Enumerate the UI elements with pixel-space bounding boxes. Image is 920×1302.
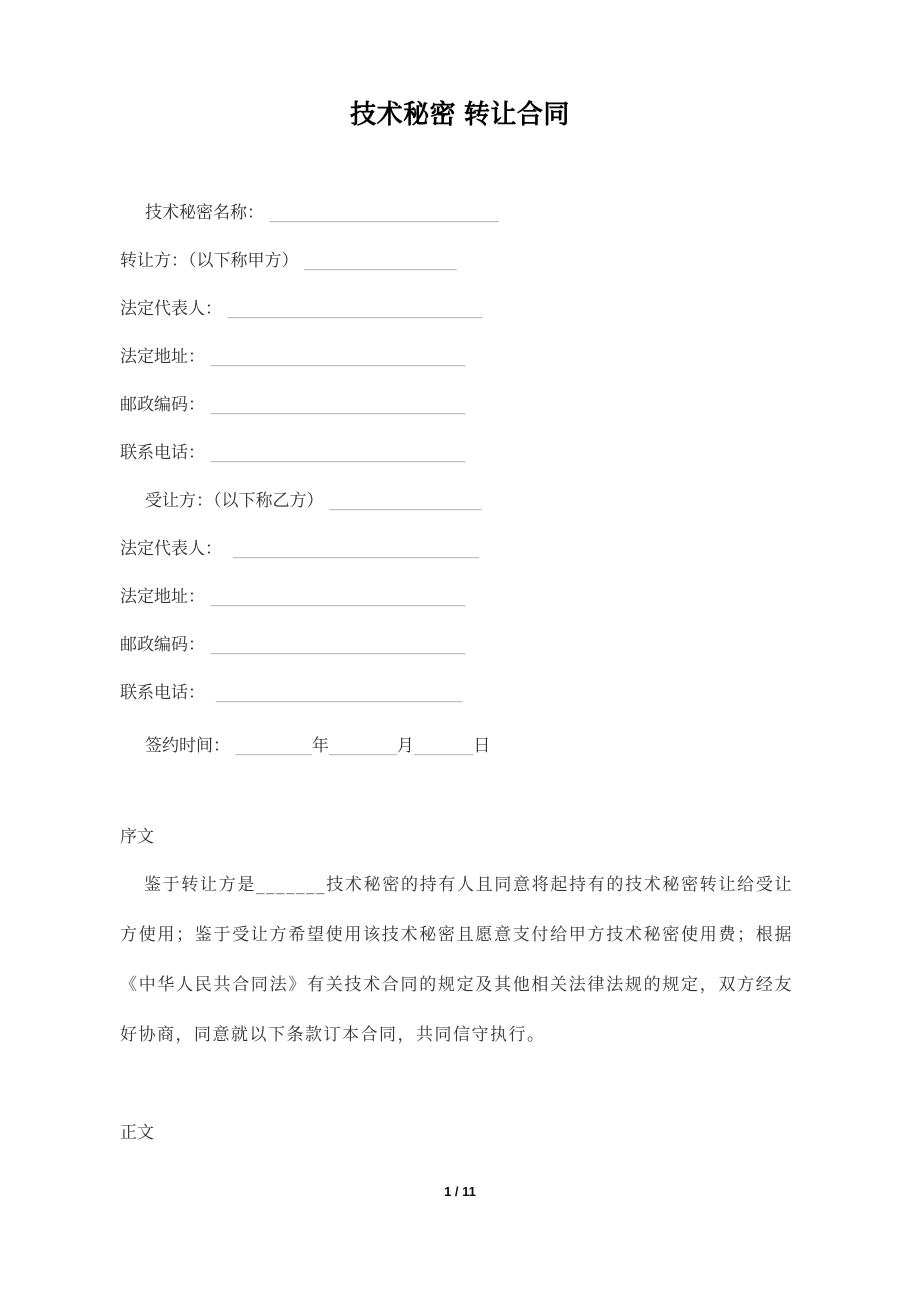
blank-line: ______________________________ — [205, 443, 466, 463]
preface-heading: 序文 — [120, 827, 154, 847]
field-row-legal-representative-a — [120, 285, 920, 333]
blank-line-day: _______ — [413, 736, 474, 756]
blank-line: ______________________________ — [205, 347, 466, 367]
blank-line: ______________________________ — [205, 587, 466, 607]
field-row-legal-address-a — [120, 333, 920, 381]
blank-line: ______________________________ — [222, 299, 483, 319]
field-row-secret-name — [120, 189, 920, 237]
blank-line-month: ________ — [328, 736, 397, 756]
blank-line: ______________________________ — [205, 395, 466, 415]
body-heading: 正文 — [120, 1123, 154, 1143]
field-label: 法定地址： — [120, 347, 205, 367]
field-row-phone-a — [120, 429, 920, 477]
blank-line: _____________________________ — [222, 539, 480, 559]
field-label: 联系电话： — [120, 683, 205, 703]
blank-line: __________________ — [323, 491, 482, 511]
field-row-transferee — [120, 477, 920, 525]
field-row-signing-date — [120, 722, 920, 770]
field-label: 技术秘密名称： — [145, 203, 264, 223]
field-row-legal-representative-b — [120, 525, 920, 573]
field-label: 法定代表人： — [120, 299, 222, 319]
page-number: 1 / 11 — [444, 1184, 476, 1199]
document-title: 技术秘密 转让合同 — [350, 99, 570, 129]
field-label: 受让方：（以下称乙方） — [145, 491, 324, 511]
field-label: 联系电话： — [120, 443, 205, 463]
blank-line: ___________________________ — [264, 203, 499, 223]
field-row-postal-code-a — [120, 381, 920, 429]
field-label: 邮政编码： — [120, 635, 205, 655]
day-label: 日 — [473, 736, 491, 756]
blank-line: ______________________________ — [205, 635, 466, 655]
month-label: 月 — [396, 736, 414, 756]
field-label: 法定地址： — [120, 587, 205, 607]
field-row-phone-b — [120, 669, 920, 717]
field-label: 邮政编码： — [120, 395, 205, 415]
preface-paragraph: 鉴于转让方是_______技术秘密的持有人且同意将起持有的技术秘密转让给受让方使用；鉴于受让方希望使用该技术秘密且愿意支付给甲方技术秘密使用费；根据《中华人民共合同法》有关技术合同的规定及其他相关法律法规的规定，双方经友好协商，同意就以下条款订本合同，共同信守执行。 — [120, 875, 793, 1045]
field-label: 签约时间： — [145, 736, 230, 756]
field-row-transferor — [120, 237, 920, 285]
blank-line: __________________ — [298, 251, 457, 271]
year-label: 年 — [311, 736, 329, 756]
field-label: 转让方：（以下称甲方） — [120, 251, 299, 271]
field-row-legal-address-b — [120, 573, 920, 621]
blank-line: _____________________________ — [205, 683, 463, 703]
field-row-postal-code-b — [120, 621, 920, 669]
header-fields — [120, 189, 920, 770]
blank-line-year: _________ — [230, 736, 312, 756]
field-label: 法定代表人： — [120, 539, 222, 559]
